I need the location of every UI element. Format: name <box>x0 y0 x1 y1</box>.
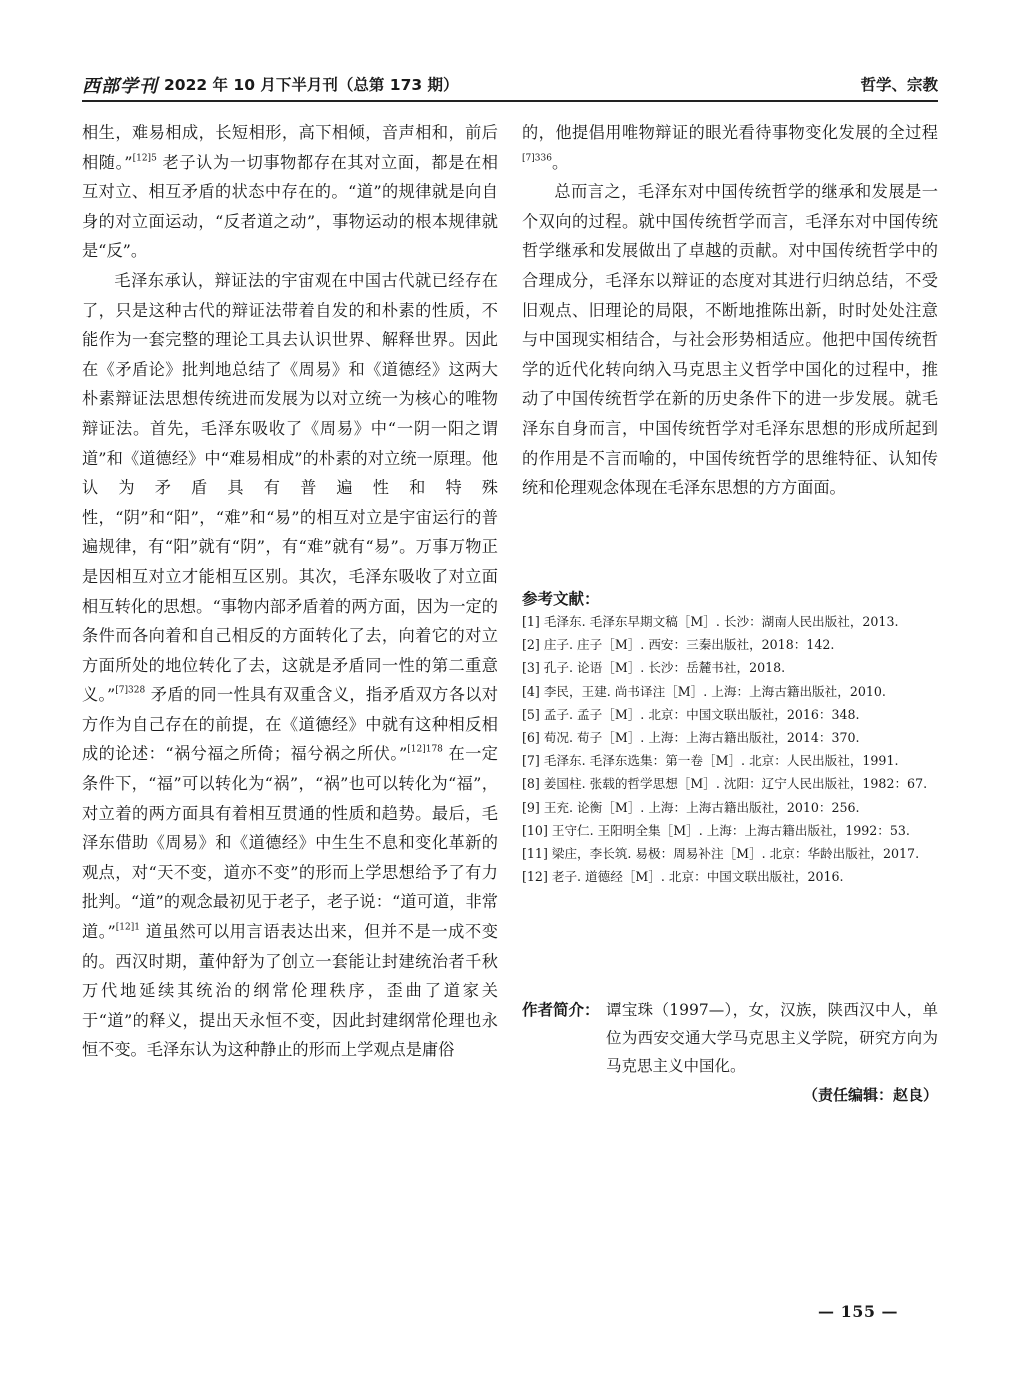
reference-item: [10] 王守仁. 王阳明全集［M］. 上海：上海古籍出版社，1992：53. <box>522 822 910 838</box>
page-number: — 155 — <box>818 1302 899 1321</box>
issue-info: 2022 年 10 月下半月刊（总第 173 期） <box>164 76 459 94</box>
reference-item: [12] 老子. 道德经［M］. 北京：中国文联出版社，2016. <box>522 869 844 885</box>
reference-item: [11] 梁庄，李长筑. 易极：周易补注［M］. 北京：华龄出版社，2017. <box>522 846 920 862</box>
left-column <box>82 118 498 1065</box>
author-bio <box>522 996 938 1080</box>
citation: [7]328 <box>115 685 146 696</box>
reference-item: [6] 荀况. 荀子［M］. 上海：上海古籍出版社，2014：370. <box>522 730 860 746</box>
paragraph: 的，他提倡用唯物辩证的眼光看待事物变化发展的全过程$^{[7]336}$。 <box>522 123 938 172</box>
reference-item: [1] 毛泽东. 毛泽东早期文稿［M］. 长沙：湖南人民出版社，2013. <box>522 614 899 629</box>
citation: [12]1 <box>115 922 140 933</box>
right-column <box>522 118 938 503</box>
reference-item: [9] 王充. 论衡［M］. 上海：上海古籍出版社，2010：256. <box>522 799 860 815</box>
author-bio-label: 作者简介： <box>522 1001 600 1019</box>
author-bio-text: 谭宝珠（1997—），女，汉族，陕西汉中人，单位为西安交通大学马克思主义学院，研究方向为马克思主义中国化。 <box>606 1001 938 1075</box>
reference-item: [8] 姜国柱. 张载的哲学思想［M］. 沈阳：辽宁人民出版社，1982：67. <box>522 776 928 792</box>
page-header <box>82 70 938 102</box>
section-label: 哲学、宗教 <box>860 76 938 94</box>
citation: [12]5 <box>132 152 157 163</box>
reference-item: [2] 庄子. 庄子［M］. 西安：三秦出版社，2018：142. <box>522 637 835 653</box>
reference-item: [7] 毛泽东. 毛泽东选集：第一卷［M］. 北京：人民出版社，1991. <box>522 753 899 769</box>
reference-item: [3] 孔子. 论语［M］. 长沙：岳麓书社，2018. <box>522 660 786 676</box>
paragraph: 相生，难易相成，长短相形，高下相倾，音声相和，前后相随。”$^{[12]5}$ 老子认为一切事物都存在其对立面，都是在相互对立、相互矛盾的状态中存在的。“道”的规律就是向自身的对立面运动，“反者道之动”，事物运动的根本规律就是“反”。 <box>82 123 498 261</box>
conclusion-paragraph: 总而言之，毛泽东对中国传统哲学的继承和发展是一个双向的过程。就中国传统哲学而言，毛泽东对中国传统哲学继承和发展做出了卓越的贡献。对中国传统哲学中的合理成分，毛泽东以辩证的态度对其进行归纳总结，不受旧观点、旧理论的局限，不断地推陈出新，时时处处注意与中国现实相结合，与社会形势相适应。他把中国传统哲学的近代化转向纳入马克思主义哲学中国化的过程中，推动了中国传统哲学在新的历史条件下的进一步发展。就毛泽东自身而言，中国传统哲学对毛泽东思想的形成所起到的作用是不言而喻的，中国传统哲学的思维特征、认知传统和伦理观念体现在毛泽东思想的方方面面。 <box>522 182 938 498</box>
references-heading: 参考文献： <box>522 590 600 608</box>
citation: [7]336 <box>522 152 552 163</box>
reference-item: [4] 李民，王建. 尚书译注［M］. 上海：上海古籍出版社，2010. <box>522 683 886 699</box>
reference-item: [5] 孟子. 孟子［M］. 北京：中国文联出版社，2016：348. <box>522 706 860 722</box>
paragraph: 毛泽东承认，辩证法的宇宙观在中国古代就已经存在了，只是这种古代的辩证法带着自发的和朴素的性质，不能作为一套完整的理论工具去认识世界、解释世界。因此在《矛盾论》批判地总结了《周易》和《道德经》这两大朴素辩证法思想传统进而发展为以对立统一为核心的唯物辩证法。首先，毛泽东吸收了《周易》中“一阴一阳之谓道”和《道德经》中“难易相成”的朴素的对立统一原理。他认为矛盾具有普遍性和特殊性，“阴”和“阳”，“难”和“易”的相互对立是宇宙运行的普遍规律，有“阳”就有“阴”，有“难”就有“易”。万事万物正是因相互对立才能相互区别。其次，毛泽东吸收了对立面相互转化的思想。“事物内部矛盾着的两方面，因为一定的条件而各向着和自己相反的方面转化了去，向着它的对立方面所处的地位转化了去，这就是矛盾同一性的第二重意义。”$^{[7]328}$ 矛盾的同一性具有双重含义，指矛盾双方各以对方作为自己存在的前提，在《道德经》中就有这种相反相成的论述：“祸兮福之所倚；福兮祸之所伏。”$^{[12]178}$ 在一定条件下，“福”可以转化为“祸”，“祸”也可以转化为“福”，对立着的两方面具有着相互贯通的性质和趋势。最后，毛泽东借助《周易》和《道德经》中生生不息和变化革新的观点，对“天不变，道亦不变”的形而上学思想给予了有力批判。“道”的观念最初见于老子，老子说：“道可道，非常道。”$^{[12]1}$ 道虽然可以用言语表达出来，但并不是一成不变的。西汉时期，董仲舒为了创立一套能让封建统治者千秋万代地延续其统治的纲常伦理秩序，歪曲了道家关于“道”的释义，提出天永恒不变，因此封建纲常伦理也永恒不变。毛泽东认为这种静止的形而上学观点是庸俗 <box>82 270 498 1060</box>
journal-logo: 西部学刊 <box>82 76 158 97</box>
citation: [12]178 <box>407 744 443 755</box>
references-list <box>522 610 938 888</box>
responsible-editor: （责任编辑：赵良） <box>802 1086 938 1104</box>
